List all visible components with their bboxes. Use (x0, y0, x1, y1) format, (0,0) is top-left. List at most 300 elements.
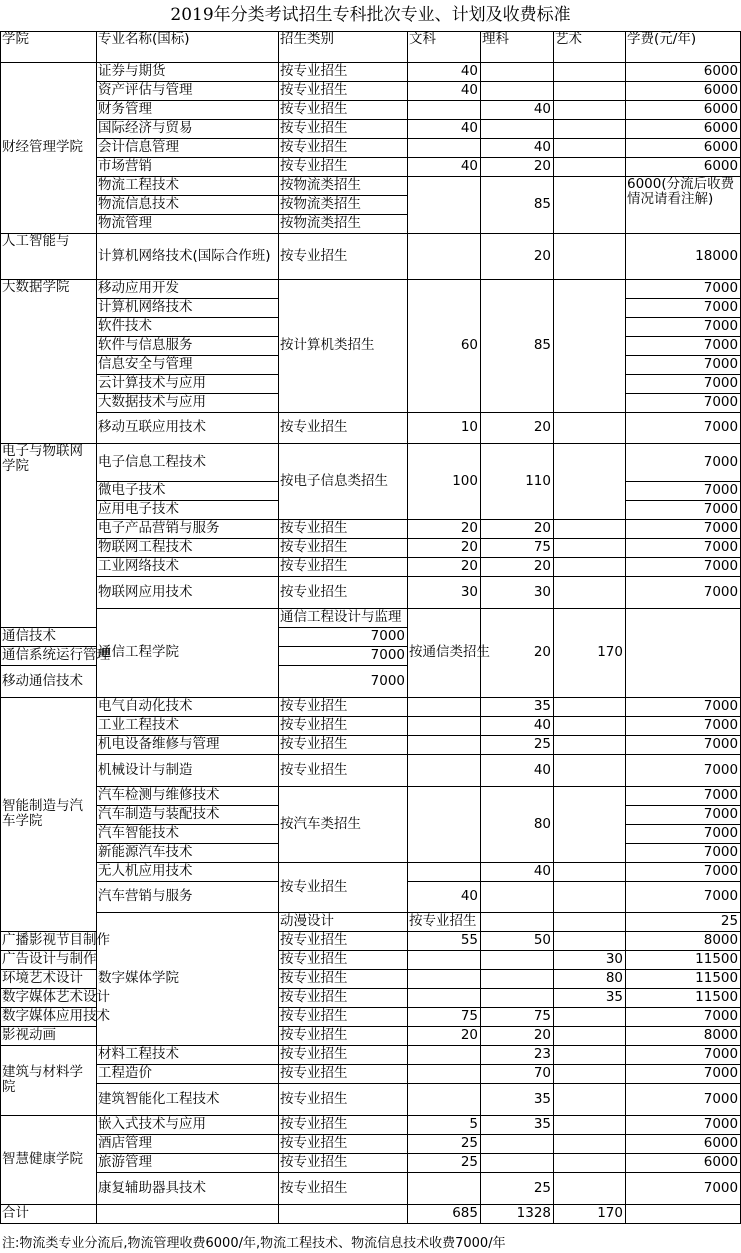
header-tuition: 学费(元/年) (626, 31, 741, 62)
table-cell: 7000 (626, 1115, 741, 1134)
table-cell: 汽车智能技术 (97, 824, 279, 843)
table-cell: 按专业招生 (279, 557, 408, 576)
table-cell: 7000 (626, 336, 741, 355)
table-cell: 数字媒体艺术设计 (2, 989, 110, 1005)
table-cell: 11500 (626, 988, 741, 1007)
header-row (1, 31, 741, 62)
table-cell: 物流信息技术 (97, 195, 279, 214)
table-cell: 7000 (279, 646, 408, 665)
table-cell (554, 754, 626, 786)
table-cell (408, 100, 481, 119)
table-cell: 110 (481, 443, 554, 519)
table-cell (554, 716, 626, 735)
table-cell: 按专业招生 (279, 100, 408, 119)
table-cell: 市场营销 (97, 157, 279, 176)
table-cell: 7000 (626, 824, 741, 843)
table-cell: 按专业招生 (279, 931, 408, 950)
table-cell: 移动通信技术 (1, 665, 97, 697)
table-cell (408, 697, 481, 716)
table-cell: 按专业招生 (279, 1045, 408, 1064)
table-cell (408, 862, 481, 881)
table-cell: 无人机应用技术 (97, 862, 279, 881)
table-cell: 20 (408, 557, 481, 576)
table-row (1, 538, 741, 557)
table-cell (554, 1115, 626, 1134)
table-cell: 应用电子技术 (97, 500, 279, 519)
table-cell: 按电子信息类招生 (279, 443, 408, 519)
table-cell (408, 1083, 481, 1115)
table-cell: 智慧健康学院 (1, 1115, 97, 1204)
table-cell (408, 1172, 481, 1204)
table-cell: 通信技术 (1, 627, 97, 646)
table-cell (554, 1153, 626, 1172)
table-cell: 60 (408, 279, 481, 412)
table-cell: 7000 (626, 881, 741, 912)
table-cell: 软件技术 (97, 317, 279, 336)
table-cell: 建筑与材料学院 (1, 1045, 97, 1115)
table-cell: 机械设计与制造 (97, 754, 279, 786)
table-cell: 云计算技术与应用 (97, 374, 279, 393)
table-cell: 移动应用开发 (97, 279, 279, 298)
header-like: 理科 (481, 31, 554, 62)
table-row (1, 1172, 741, 1204)
table-cell: 20 (481, 557, 554, 576)
table-cell: 85 (481, 279, 554, 412)
header-wenke: 文科 (408, 31, 481, 62)
table-cell: 23 (481, 1045, 554, 1064)
table-cell: 35 (481, 1115, 554, 1134)
header-category: 招生类别 (279, 31, 408, 62)
header-college: 学院 (1, 31, 97, 62)
table-row (1, 716, 741, 735)
table-cell: 按汽车类招生 (279, 786, 408, 862)
table-row (1, 138, 741, 157)
table-cell: 7000 (626, 697, 741, 716)
table-cell: 动漫设计 (279, 912, 408, 931)
table-cell (408, 735, 481, 754)
table-cell: 75 (408, 1007, 481, 1026)
table-cell: 电气自动化技术 (97, 697, 279, 716)
table-cell (408, 988, 481, 1007)
table-cell: 80 (554, 969, 626, 988)
table-cell: 按专业招生 (408, 912, 481, 931)
table-cell (554, 557, 626, 576)
table-row (1, 157, 741, 176)
table-cell (481, 988, 554, 1007)
table-cell (554, 412, 626, 443)
table-cell (554, 1026, 626, 1045)
table-cell: 物联网应用技术 (97, 576, 279, 608)
table-cell (626, 608, 741, 697)
table-cell: 40 (481, 862, 554, 881)
table-cell: 工业工程技术 (97, 716, 279, 735)
total-yishu: 170 (554, 1204, 626, 1223)
table-cell: 物流管理 (97, 214, 279, 233)
table-row (1, 176, 741, 195)
table-cell: 国际经济与贸易 (97, 119, 279, 138)
table-cell: 18000 (626, 233, 741, 279)
table-cell (408, 950, 481, 969)
table-cell: 40 (408, 881, 481, 912)
table-cell: 按专业招生 (279, 988, 408, 1007)
table-cell: 75 (481, 538, 554, 557)
table-cell: 25 (408, 1153, 481, 1172)
table-cell: 6000(分流后收费情况请看注解) (626, 176, 741, 233)
table-cell: 人工智能与 (1, 233, 97, 279)
table-cell: 7000 (626, 481, 741, 500)
table-cell: 20 (481, 519, 554, 538)
table-cell: 按专业招生 (279, 1064, 408, 1083)
table-cell: 25 (626, 912, 741, 931)
table-cell: 6000 (626, 1134, 741, 1153)
table-cell: 8000 (626, 1026, 741, 1045)
table-cell: 7000 (626, 500, 741, 519)
table-row (1, 81, 741, 100)
table-cell: 嵌入式技术与应用 (97, 1115, 279, 1134)
table-cell (408, 176, 481, 233)
table-cell: 25 (481, 735, 554, 754)
table-cell: 工程造价 (97, 1064, 279, 1083)
table-row (1, 119, 741, 138)
table-cell: 按专业招生 (279, 81, 408, 100)
table-cell: 70 (481, 1064, 554, 1083)
table-cell: 按专业招生 (279, 538, 408, 557)
table-cell: 7000 (626, 1172, 741, 1204)
table-cell (554, 1172, 626, 1204)
table-cell: 广告设计与制作 (2, 951, 97, 967)
table-cell: 6000 (626, 100, 741, 119)
table-cell: 7000 (626, 355, 741, 374)
table-body (1, 0, 741, 1204)
table-cell (554, 735, 626, 754)
table-cell: 汽车检测与维修技术 (97, 786, 279, 805)
table-cell: 财经管理学院 (1, 62, 97, 233)
table-cell: 按计算机类招生 (279, 279, 408, 412)
table-cell: 20 (408, 1026, 481, 1045)
table-cell: 7000 (626, 393, 741, 412)
table-cell: 35 (554, 988, 626, 1007)
table-cell (481, 912, 554, 931)
table-cell (554, 233, 626, 279)
table-row (1, 576, 741, 608)
table-cell: 通信工程设计与监理 (279, 608, 408, 627)
table-row (1, 912, 741, 931)
table-cell: 7000 (626, 862, 741, 881)
table-cell (554, 1045, 626, 1064)
table-cell: 微电子技术 (97, 481, 279, 500)
table-cell: 11500 (626, 950, 741, 969)
table-cell: 按专业招生 (279, 735, 408, 754)
table-cell: 汽车制造与装配技术 (97, 805, 279, 824)
table-cell: 电子与物联网学院 (1, 443, 97, 627)
table-cell: 7000 (626, 754, 741, 786)
table-cell: 汽车营销与服务 (97, 881, 279, 912)
table-cell: 按专业招生 (279, 119, 408, 138)
table-cell (554, 62, 626, 81)
table-cell: 机电设备维修与管理 (97, 735, 279, 754)
total-empty-cell (626, 1204, 741, 1223)
table-cell: 40 (408, 157, 481, 176)
table-cell: 财务管理 (97, 100, 279, 119)
table-cell (408, 233, 481, 279)
table-cell: 20 (481, 157, 554, 176)
table-cell: 资产评估与管理 (97, 81, 279, 100)
table-cell: 50 (481, 931, 554, 950)
table-cell: 按专业招生 (279, 1026, 408, 1045)
table-cell: 7000 (626, 519, 741, 538)
table-row (1, 279, 741, 298)
table-cell (554, 157, 626, 176)
table-cell: 数字媒体学院 (97, 912, 279, 1045)
table-cell: 大数据技术与应用 (97, 393, 279, 412)
table-cell: 软件与信息服务 (97, 336, 279, 355)
table-cell: 会计信息管理 (97, 138, 279, 157)
table-cell: 大数据学院 (1, 279, 97, 443)
table-row (1, 443, 741, 481)
table-cell: 按专业招生 (279, 697, 408, 716)
table-cell: 7000 (626, 298, 741, 317)
table-cell: 计算机网络技术(国际合作班) (97, 233, 279, 279)
table-cell: 40 (408, 62, 481, 81)
table-cell: 材料工程技术 (97, 1045, 279, 1064)
table-cell: 按专业招生 (279, 1007, 408, 1026)
total-like: 1328 (481, 1204, 554, 1223)
table-row (1, 1083, 741, 1115)
table-row (1, 608, 741, 627)
table-cell: 7000 (279, 665, 408, 697)
table-cell (481, 881, 554, 912)
table-cell: 7000 (626, 374, 741, 393)
table-row (1, 754, 741, 786)
table-cell (554, 519, 626, 538)
table-cell: 7000 (626, 443, 741, 481)
table-cell (481, 119, 554, 138)
table-cell: 电子产品营销与服务 (97, 519, 279, 538)
table-cell: 7000 (626, 1045, 741, 1064)
table-row (1, 786, 741, 805)
table-cell: 信息安全与管理 (97, 355, 279, 374)
table-cell (554, 443, 626, 519)
table-cell: 按专业招生 (279, 233, 408, 279)
table-cell: 85 (481, 176, 554, 233)
table-cell: 环境艺术设计 (1, 969, 97, 988)
table-cell: 按专业招生 (279, 62, 408, 81)
table-cell: 25 (481, 1172, 554, 1204)
total-label: 合计 (1, 1204, 97, 1223)
table-cell: 康复辅助器具技术 (97, 1172, 279, 1204)
table-cell (554, 100, 626, 119)
table-row (1, 862, 741, 881)
table-cell: 20 (481, 412, 554, 443)
table-row (1, 519, 741, 538)
table-cell: 按通信类招生 (408, 608, 481, 697)
table-cell: 按专业招生 (279, 1083, 408, 1115)
table-cell: 智能制造与汽车学院 (1, 697, 97, 931)
table-cell: 20 (481, 608, 554, 697)
table-cell (408, 716, 481, 735)
table-cell: 7000 (626, 735, 741, 754)
table-cell: 10 (408, 412, 481, 443)
table-cell (554, 931, 626, 950)
table-cell (554, 576, 626, 608)
table-cell: 6000 (626, 1153, 741, 1172)
table-cell: 按专业招生 (279, 950, 408, 969)
table-cell (481, 1153, 554, 1172)
table-row (1, 1134, 741, 1153)
table-cell (481, 81, 554, 100)
table-cell: 75 (481, 1007, 554, 1026)
table-cell (408, 786, 481, 862)
table-row (1, 1115, 741, 1134)
table-cell: 55 (408, 931, 481, 950)
table-row (1, 1064, 741, 1083)
table-cell: 广播影视节目制作 (2, 932, 110, 948)
table-cell: 11500 (626, 969, 741, 988)
table-cell: 40 (481, 138, 554, 157)
table-cell: 物联网工程技术 (97, 538, 279, 557)
table-cell: 7000 (626, 576, 741, 608)
table-cell: 8000 (626, 931, 741, 950)
table-cell: 7000 (626, 1007, 741, 1026)
header-major: 专业名称(国标) (97, 31, 279, 62)
table-cell (481, 1134, 554, 1153)
table-cell (554, 786, 626, 862)
table-cell: 7000 (626, 557, 741, 576)
footnote: 注:物流类专业分流后,物流管理收费6000/年,物流工程技术、物流信息技术收费7000/年 (2, 1236, 506, 1251)
table-cell (554, 1134, 626, 1153)
table-cell (554, 1083, 626, 1115)
table-cell (408, 138, 481, 157)
table-cell: 7000 (626, 786, 741, 805)
table-cell: 30 (408, 576, 481, 608)
table-cell: 170 (554, 608, 626, 697)
table-cell: 25 (408, 1134, 481, 1153)
table-cell: 40 (408, 81, 481, 100)
table-cell: 7000 (279, 627, 408, 646)
table-cell (554, 279, 626, 412)
table-cell: 按专业招生 (279, 519, 408, 538)
total-empty-cell (279, 1204, 408, 1223)
table-cell: 影视动画 (1, 1026, 97, 1045)
table-cell: 40 (481, 100, 554, 119)
table-cell: 工业网络技术 (97, 557, 279, 576)
table-cell: 数字媒体应用技术 (2, 1008, 110, 1024)
table-cell: 按专业招生 (279, 1172, 408, 1204)
table-row (1, 1045, 741, 1064)
table-cell: 80 (481, 786, 554, 862)
table-cell: 30 (554, 950, 626, 969)
table-cell: 6000 (626, 138, 741, 157)
table-row (1, 412, 741, 443)
table-cell (554, 176, 626, 233)
table-cell (408, 1064, 481, 1083)
table-cell: 40 (481, 754, 554, 786)
table-cell: 按专业招生 (279, 754, 408, 786)
table-cell: 按专业招生 (279, 862, 408, 912)
table-cell (554, 1064, 626, 1083)
table-cell: 按专业招生 (279, 716, 408, 735)
table-row (1, 557, 741, 576)
table-cell: 电子信息工程技术 (97, 443, 279, 481)
page-title: 2019年分类考试招生专科批次专业、计划及收费标准 (170, 4, 571, 25)
table-cell (554, 862, 626, 881)
table-row (1, 62, 741, 81)
table-cell (408, 754, 481, 786)
table-cell: 30 (481, 576, 554, 608)
table-cell: 40 (408, 119, 481, 138)
table-cell (554, 912, 626, 931)
table-cell: 6000 (626, 119, 741, 138)
table-cell (554, 81, 626, 100)
table-cell: 7000 (626, 317, 741, 336)
table-cell: 移动互联应用技术 (97, 412, 279, 443)
table-cell: 7000 (626, 805, 741, 824)
total-empty-cell (97, 1204, 279, 1223)
table-cell: 7000 (626, 412, 741, 443)
table-cell (554, 119, 626, 138)
table-cell: 6000 (626, 157, 741, 176)
table-cell: 通信系统运行管理 (2, 647, 110, 663)
table-cell: 新能源汽车技术 (97, 843, 279, 862)
table-cell: 35 (481, 1083, 554, 1115)
table-cell (481, 950, 554, 969)
table-row (1, 735, 741, 754)
table-cell: 100 (408, 443, 481, 519)
table-cell: 按物流类招生 (279, 176, 408, 195)
table-cell: 按专业招生 (279, 157, 408, 176)
table-cell (554, 138, 626, 157)
table-row (1, 1153, 741, 1172)
table-cell: 6000 (626, 81, 741, 100)
table-cell: 7000 (626, 716, 741, 735)
table-cell: 按物流类招生 (279, 195, 408, 214)
table-cell: 6000 (626, 62, 741, 81)
total-row (1, 1204, 741, 1223)
table-cell: 按专业招生 (279, 1134, 408, 1153)
table-cell: 旅游管理 (97, 1153, 279, 1172)
table-row (1, 100, 741, 119)
table-cell: 按物流类招生 (279, 214, 408, 233)
table-cell (481, 969, 554, 988)
table-cell (554, 1007, 626, 1026)
table-cell: 酒店管理 (97, 1134, 279, 1153)
table-cell (554, 697, 626, 716)
table-cell: 20 (408, 538, 481, 557)
table-cell: 20 (481, 1026, 554, 1045)
header-yishu: 艺术 (554, 31, 626, 62)
table-cell: 20 (408, 519, 481, 538)
table-cell: 按专业招生 (279, 969, 408, 988)
table-cell: 建筑智能化工程技术 (97, 1083, 279, 1115)
table-row (1, 697, 741, 716)
table-cell: 按专业招生 (279, 138, 408, 157)
table-cell: 计算机网络技术 (97, 298, 279, 317)
table-cell: 7000 (626, 538, 741, 557)
table-cell: 7000 (626, 1083, 741, 1115)
table-cell: 35 (481, 697, 554, 716)
table-cell: 7000 (626, 279, 741, 298)
table-cell: 物流工程技术 (97, 176, 279, 195)
table-cell (408, 969, 481, 988)
table-cell: 按专业招生 (279, 1153, 408, 1172)
table-cell: 7000 (626, 843, 741, 862)
total-body (1, 1204, 741, 1223)
table-cell: 按专业招生 (279, 1115, 408, 1134)
table-row (1, 233, 741, 279)
total-wenke: 685 (408, 1204, 481, 1223)
table-cell: 按专业招生 (279, 412, 408, 443)
table-cell: 40 (481, 716, 554, 735)
